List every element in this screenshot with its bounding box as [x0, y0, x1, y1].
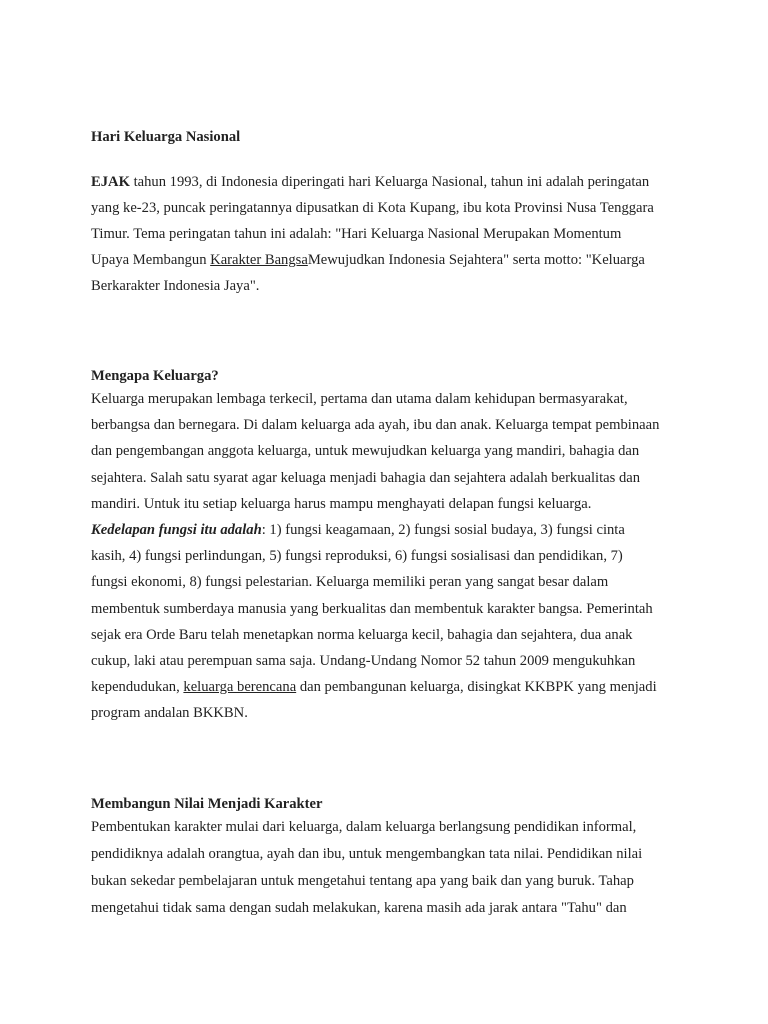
section-heading-mengapa-keluarga: Mengapa Keluarga? — [91, 368, 219, 384]
s2-line: membentuk sumberdaya manusia yang berkualitas dan membentuk karakter bangsa. Pemerintah — [91, 600, 653, 617]
intro-line-4: Upaya Membangun Karakter BangsaMewujudkan Indonesia Sejahtera" serta motto: "Keluarga — [91, 252, 645, 269]
s2-line: dan pengembangan anggota keluarga, untuk mewujudkan keluarga yang mandiri, bahagia dan — [91, 443, 640, 460]
kedelapan-fungsi-emphasis: Kedelapan fungsi itu adalah — [91, 522, 262, 539]
intro-line-1: EJAK tahun 1993, di Indonesia diperingati hari Keluarga Nasional, tahun ini adalah peringatan — [91, 174, 650, 190]
s2-line: kependudukan, keluarga berencana dan pembangunan keluarga, disingkat KKBPK yang menjadi — [91, 679, 657, 696]
s2-line: sejak era Orde Baru telah menetapkan norma keluarga kecil, bahagia dan sejahtera, dua anak — [91, 626, 633, 643]
keluarga-berencana-link[interactable]: keluarga berencana — [183, 679, 297, 696]
s2-line: cukup, laki atau perempuan sama saja. Undang-Undang Nomor 52 tahun 2009 mengukuhkan — [91, 653, 636, 670]
s2-line: sejahtera. Salah satu syarat agar keluaga menjadi bahagia dan sejahtera adalah berkualitas dan — [91, 469, 641, 486]
intro-lead-word: EJAK — [91, 174, 130, 190]
s2-line: Kedelapan fungsi itu adalah: 1) fungsi keagamaan, 2) fungsi sosial budaya, 3) fungsi cinta — [91, 522, 625, 539]
s2-line: berbangsa dan bernegara. Di dalam keluarga ada ayah, ibu dan anak. Keluarga tempat pembinaan — [91, 417, 660, 434]
s3-line: mengetahui tidak sama dengan sudah melakukan, karena masih ada jarak antara "Tahu" dan — [91, 900, 627, 916]
s3-line: Pembentukan karakter mulai dari keluarga, dalam keluarga berlangsung pendidikan informal, — [91, 819, 637, 835]
section2-paragraph — [91, 386, 691, 727]
intro-line-2: yang ke-23, puncak peringatannya dipusatkan di Kota Kupang, ibu kota Provinsi Nusa Tenggara — [91, 200, 654, 217]
intro-paragraph — [91, 169, 691, 299]
intro-line-3: Timur. Tema peringatan tahun ini adalah: "Hari Keluarga Nasional Merupakan Momentum — [91, 226, 622, 243]
article-title: Hari Keluarga Nasional — [91, 129, 241, 145]
section-heading-membangun-nilai: Membangun Nilai Menjadi Karakter — [91, 796, 323, 812]
section3-paragraph — [91, 814, 691, 922]
s2-line: fungsi ekonomi, 8) fungsi pelestarian. Keluarga memiliki peran yang sangat besar dalam — [91, 574, 609, 591]
s2-line: mandiri. Untuk itu setiap keluarga harus mampu menghayati delapan fungsi keluarga. — [91, 495, 592, 512]
s2-line: Keluarga merupakan lembaga terkecil, pertama dan utama dalam kehidupan bermasyarakat, — [91, 391, 628, 407]
s2-line: kasih, 4) fungsi perlindungan, 5) fungsi reproduksi, 6) fungsi sosialisasi dan pendidikan, 7) — [91, 548, 623, 565]
karakter-bangsa-link[interactable]: Karakter Bangsa — [210, 252, 308, 269]
s2-line: program andalan BKKBN. — [91, 705, 248, 722]
intro-line-5: Berkarakter Indonesia Jaya". — [91, 278, 260, 295]
s3-line: bukan sekedar pembelajaran untuk mengetahui tentang apa yang baik dan yang buruk. Tahap — [91, 873, 634, 889]
s3-line: pendidiknya adalah orangtua, ayah dan ibu, untuk mengembangkan tata nilai. Pendidikan nilai — [91, 846, 643, 862]
